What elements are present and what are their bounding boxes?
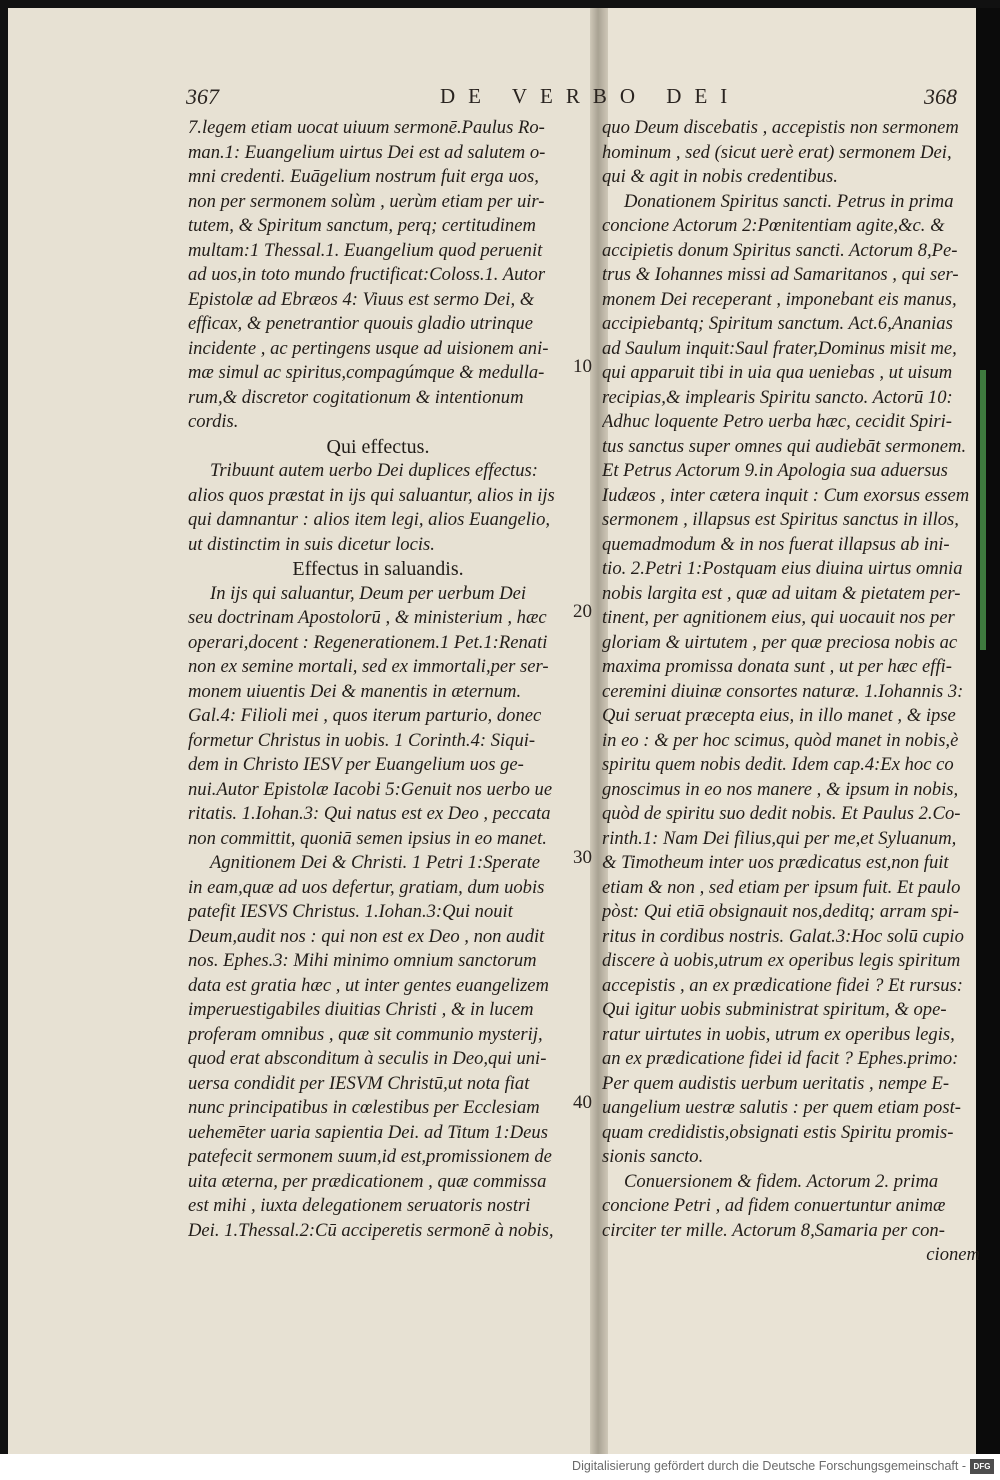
text-line: accipiebantq; Spiritum sanctum. Act.6,Ananias (602, 313, 953, 334)
text-line: monem uiuentis Dei & manentis in æternum. (188, 680, 522, 702)
line-number-20: 20 (573, 601, 592, 622)
text-line: Qui igitur uobis subministrat spiritum, & ope- (602, 999, 947, 1020)
text-line: accepistis , an ex prædicatione fidei ? Et rursus: (602, 974, 963, 996)
text-line: in eo : & per hoc scimus, quòd manet in nobis,è (602, 729, 959, 751)
text-line: monem Dei receperant , imponebant eis manus, (602, 288, 957, 310)
text-line: qui damnantur : alios item legi, alios Euangelio, (188, 509, 551, 530)
text-line: Agnitionem Dei & Christi. 1 Petri 1:Sperate (210, 852, 541, 873)
text-line: non committit, quoniā semen ipsius in eo manet. (188, 827, 547, 849)
text-line: quemadmodum & in nos fuerat illapsus ab ini- (602, 533, 950, 555)
text-line: ceremini diuinæ consortes naturæ. 1.Iohannis 3: (602, 680, 964, 702)
text-line: 7.legem etiam uocat uiuum sermonē.Paulus Ro- (188, 117, 545, 138)
text-line: an ex prædicatione fidei id facit ? Ephes.primo: (602, 1048, 959, 1069)
text-line: proferam omnibus , quæ sit communio mysterij, (188, 1023, 543, 1045)
text-line: pòst: Qui etiā obsignauit nos,deditq; arram spi- (602, 901, 959, 922)
right-page-number: 368 (924, 84, 957, 109)
line-number-30: 30 (573, 847, 592, 868)
text-line: Conuersionem & fidem. Actorum 2. prima (624, 1170, 939, 1192)
text-line: etiam & non , sed etiam per ipsum fuit. Et paulo (602, 876, 961, 898)
text-line: hominum , sed (sicut uerè erat) sermonem Dei, (602, 141, 952, 163)
text-line: incidente , ac pertingens usque ad uisionem ani- (188, 337, 549, 359)
left-page-number: 367 (186, 84, 219, 109)
text-line: discere à uobis,utrum ex operibus legis spiritum (602, 950, 961, 971)
text-line: In ijs qui saluantur, Deum per uerbum Dei (210, 582, 527, 604)
text-line: ut distinctim in suis dicetur locis. (188, 533, 435, 555)
line-number-40: 40 (573, 1092, 592, 1113)
text-line: sermonem , illapsus est Spiritus sanctus in illos, (602, 509, 959, 530)
footer-funding-text: Digitalisierung gefördert durch die Deutsche Forschungsgemeinschaft - (572, 1459, 966, 1473)
text-line: uehemēter uaria sapientia Dei. ad Titum 1:Deus (188, 1121, 548, 1143)
text-line: Gal.4: Filioli mei , quos iterum parturio, donec (188, 705, 542, 726)
text-line: quòd de spiritu suo dedit nobis. Et Paulus 2.Co- (602, 803, 961, 824)
text-line: nui.Autor Epistolæ Iacobi 5:Genuit nos uerbo ue (188, 778, 553, 800)
section-heading: Effectus in saluandis. (292, 558, 464, 580)
text-line: Tribuunt autem uerbo Dei duplices effectus: (210, 460, 538, 481)
text-line: gloriam & uirtutem , per quæ preciosa nobis ac (602, 631, 958, 653)
text-line: nobis largita est , quæ ad uitam & pietatem per- (602, 582, 961, 604)
text-line: efficax, & penetrantior quouis gladio utrinque (188, 313, 533, 334)
text-line: trus & Iohannes missi ad Samaritanos , qui ser- (602, 264, 959, 285)
text-line: rinth.1: Nam Dei filius,qui per me,et Syluanum, (602, 827, 957, 849)
color-calibration-strip (980, 370, 986, 650)
text-line: multam:1 Thessal.1. Euangelium quod peruenit (188, 239, 543, 261)
text-line: patefit IESVS Christus. 1.Iohan.3:Qui nouit (188, 901, 513, 922)
text-line: Et Petrus Actorum 9.in Apologia sua aduersus (602, 460, 948, 481)
dfg-logo: DFG (970, 1459, 994, 1474)
text-line: sionis sancto. (602, 1146, 704, 1167)
text-line: quo Deum discebatis , accepistis non sermonem (602, 117, 959, 138)
text-line: est mihi , iuxta delegationem seruatoris nostri (188, 1195, 531, 1216)
text-line: dem in Christo IESV per Euangelium uos ge- (188, 754, 524, 775)
text-line: uangelium uestræ salutis : per quem etiam post- (602, 1097, 961, 1118)
text-line: Qui seruat præcepta eius, in illo manet , & ipse (602, 705, 956, 726)
text-line: tus sanctus super omnes qui audiebāt sermonem. (602, 435, 967, 457)
text-line: nunc principatibus in cœlestibus per Ecclesiam (188, 1097, 540, 1118)
line-number-10: 10 (573, 356, 592, 377)
text-line: concione Petri , ad fidem conuertuntur animæ (602, 1195, 946, 1216)
text-line: qui apparuit tibi in uia qua ueniebas , ut uisum (602, 362, 953, 383)
text-line: ritus in cordibus nostris. Galat.3:Hoc solū cupio (602, 925, 964, 947)
text-line: mæ simul ac spiritus,compagúmque & medulla- (188, 362, 545, 383)
text-line: circiter ter mille. Actorum 8,Samaria per con- (602, 1219, 945, 1241)
footer-bar (0, 1454, 1000, 1480)
running-head (0, 84, 1000, 118)
text-line: non per sermonem solùm , uerùm etiam per uir- (188, 190, 545, 212)
text-line: Iudæos , inter cætera inquit : Cum exorsus essem (602, 484, 970, 506)
text-line: rum,& discretor cogitationum & intentionum (188, 386, 524, 408)
text-line: Adhuc loquente Petro uerba hæc, cecidit Spiri- (602, 411, 952, 432)
text-line: recipias,& implearis Spiritu sancto. Actorū 10: (602, 386, 953, 408)
text-line: in eam,quæ ad uos defertur, gratiam, dum uobis (188, 876, 545, 898)
text-line: man.1: Euangelium uirtus Dei est ad salutem o- (188, 141, 546, 163)
text-line: alios quos præstat in ijs qui saluantur, alios in ijs (188, 484, 555, 506)
text-line: quam credidistis,obsignati estis Spiritu promis- (602, 1121, 954, 1143)
text-line: tutem, & Spiritum sanctum, perq; certitudinem (188, 215, 536, 236)
text-line: ad uos,in toto mundo fructificat:Coloss.1. Autor (188, 264, 546, 285)
text-line: cionem (926, 1244, 980, 1265)
left-text-column (188, 116, 568, 1243)
text-line: uita æterna, per prædicationem , quæ commissa (188, 1170, 547, 1192)
text-line: maxima promissa donata sunt , ut per hæc effi- (602, 656, 952, 677)
text-line: imperuestigabiles diuitias Christi , & in lucem (188, 999, 534, 1020)
text-line: Per quem audistis uerbum ueritatis , nempe E- (602, 1072, 950, 1094)
right-text-column (602, 116, 980, 1268)
running-head-title: DE VERBO DEI (440, 84, 741, 108)
text-line: cordis. (188, 411, 239, 432)
text-line: tinent, per agnitionem eius, qui uocauit nos per (602, 607, 955, 628)
text-line: Dei. 1.Thessal.2:Cū acciperetis sermonē à nobis, (188, 1219, 554, 1241)
text-line: formetur Christus in uobis. 1 Corinth.4: Siqui- (188, 729, 536, 751)
text-line: tio. 2.Petri 1:Postquam eius diuina uirtus omnia (602, 558, 963, 579)
text-line: mni credenti. Euāgelium nostrum fuit erga uos, (188, 166, 539, 187)
text-line: spiritu quem nobis dedit. Idem cap.4:Ex hoc co (602, 754, 954, 775)
text-line: ad Saulum inquit:Saul frater,Dominus misit me, (602, 337, 957, 359)
text-line: Donationem Spiritus sancti. Petrus in prima (624, 190, 954, 212)
text-line: nos. Ephes.3: Mihi minimo omnium sanctorum (188, 950, 537, 971)
text-line: patefecit sermonem suum,id est,promissionem de (188, 1146, 552, 1167)
text-line: uersa condidit per IESVM Christū,ut nota fiat (188, 1072, 530, 1094)
text-line: & Timotheum inter uos prædicatus est,non fuit (602, 852, 949, 873)
text-line: quod erat absconditum à seculis in Deo,qui uni- (188, 1048, 547, 1069)
text-line: accipietis donum Spiritus sancti. Actorum 8,Pe- (602, 239, 958, 261)
section-heading: Qui effectus. (326, 435, 430, 458)
text-line: ritatis. 1.Iohan.3: Qui natus est ex Deo , peccata (188, 803, 551, 824)
text-line: concione Actorum 2:Pœnitentiam agite,&c. & (602, 215, 945, 236)
text-line: seu doctrinam Apostolorū , & ministerium , hæc (188, 607, 547, 628)
text-line: qui & agit in nobis credentibus. (602, 166, 838, 187)
text-line: data est gratia hæc , ut inter gentes euangelizem (188, 974, 549, 996)
text-line: non ex semine mortali, sed ex immortali,per ser- (188, 656, 549, 677)
text-line: Deum,audit nos : qui non est ex Deo , non audit (188, 925, 545, 947)
text-line: ratur uirtutes in uobis, utrum ex operibus legis, (602, 1023, 955, 1045)
text-line: gnoscimus in eo nos manere , & ipsum in nobis, (602, 778, 959, 800)
text-line: Epistolæ ad Ebræos 4: Viuus est sermo Dei, & (188, 288, 535, 310)
text-line: operari,docent : Regenerationem.1 Pet.1:Renati (188, 631, 548, 653)
